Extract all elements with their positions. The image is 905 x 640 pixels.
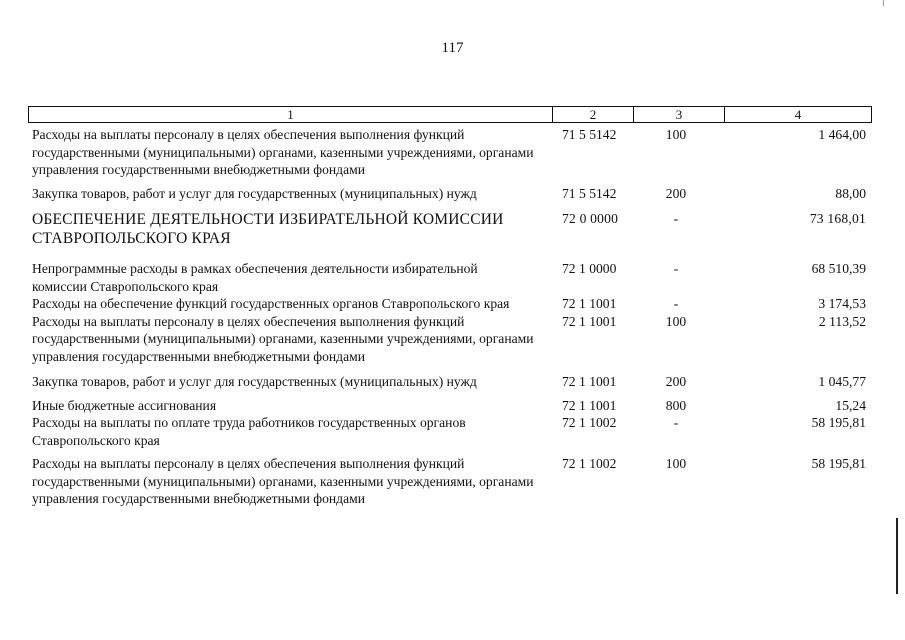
- row-amount: 68 510,39: [811, 261, 866, 276]
- row-amount: 3 174,53: [818, 296, 866, 311]
- row-code: 71 5 5142: [562, 127, 617, 142]
- scan-edge-mark: [896, 518, 898, 594]
- row-type: 200: [665, 374, 687, 389]
- table-row: [28, 373, 872, 391]
- row-description: Непрограммные расходы в рамках обеспечения деятельности избирательной комиссии Ставропольского края: [32, 261, 478, 294]
- section-heading: ОБЕСПЕЧЕНИЕ ДЕЯТЕЛЬНОСТИ ИЗБИРАТЕЛЬНОЙ КОМИССИИ СТАВРОПОЛЬСКОГО КРАЯ: [32, 211, 504, 247]
- row-description: Расходы на выплаты по оплате труда работников государственных органов Ставропольского края: [32, 415, 466, 448]
- row-type: 100: [665, 456, 687, 471]
- row-type: 100: [665, 313, 687, 329]
- table-body: [28, 126, 872, 508]
- table-row: [28, 414, 872, 449]
- table-row: [28, 397, 872, 415]
- table-row: [28, 185, 872, 203]
- row-description: Расходы на обеспечение функций государственных органов Ставропольского края: [32, 296, 510, 311]
- row-description: Закупка товаров, работ и услуг для государственных (муниципальных) нужд: [32, 185, 477, 201]
- table-row: [28, 260, 872, 295]
- row-amount: 1 464,00: [818, 127, 866, 142]
- row-type: 100: [665, 127, 687, 142]
- row-code: 72 1 1001: [562, 374, 617, 389]
- table-header: [28, 106, 872, 123]
- row-amount: 88,00: [835, 185, 866, 201]
- row-code: 72 1 1002: [562, 415, 617, 430]
- row-code: 72 1 1002: [562, 456, 617, 471]
- row-description: Расходы на выплаты персоналу в целях обеспечения выполнения функций государственными (муниципальными) органами, казенными учреждениями, органами управления государственными внебюджетными фондами: [32, 313, 534, 364]
- row-code: 72 0 0000: [562, 211, 619, 226]
- row-amount: 58 195,81: [811, 415, 866, 430]
- table-row: [28, 313, 872, 366]
- scan-edge-mark: [883, 0, 884, 6]
- row-type: -: [673, 415, 679, 430]
- table-row-section: [28, 210, 872, 248]
- row-amount: 1 045,77: [818, 374, 866, 389]
- table-row: [28, 455, 872, 508]
- row-amount: 15,24: [835, 397, 866, 413]
- row-type: -: [673, 261, 679, 276]
- row-description: Расходы на выплаты персоналу в целях обеспечения выполнения функций государственными (муниципальными) органами, казенными учреждениями, органами управления государственными внебюджетными фондами: [32, 456, 534, 506]
- row-description: Закупка товаров, работ и услуг для государственных (муниципальных) нужд: [32, 374, 477, 389]
- header-col-3: 3: [634, 107, 725, 122]
- row-type: -: [673, 211, 679, 226]
- row-type: 800: [665, 397, 687, 413]
- row-amount: 58 195,81: [811, 456, 866, 471]
- table-row: [28, 126, 872, 179]
- row-code: 72 1 0000: [562, 261, 617, 276]
- row-type: -: [673, 296, 679, 311]
- table-row: [28, 295, 872, 313]
- header-col-1: 1: [29, 107, 553, 122]
- row-code: 72 1 1001: [562, 397, 617, 413]
- header-col-2: 2: [553, 107, 634, 122]
- page-number: 117: [441, 40, 464, 56]
- row-code: 72 1 1001: [562, 313, 617, 329]
- row-code: 72 1 1001: [562, 296, 617, 311]
- header-col-4: 4: [794, 106, 802, 122]
- row-description: Иные бюджетные ассигнования: [32, 397, 217, 413]
- row-code: 71 5 5142: [562, 185, 617, 201]
- row-type: 200: [665, 185, 687, 201]
- row-amount: 73 168,01: [809, 211, 866, 226]
- row-description: Расходы на выплаты персоналу в целях обеспечения выполнения функций государственными (муниципальными) органами, казенными учреждениями, органами управления государственными внебюджетными фондами: [32, 127, 534, 177]
- row-amount: 2 113,52: [818, 313, 866, 329]
